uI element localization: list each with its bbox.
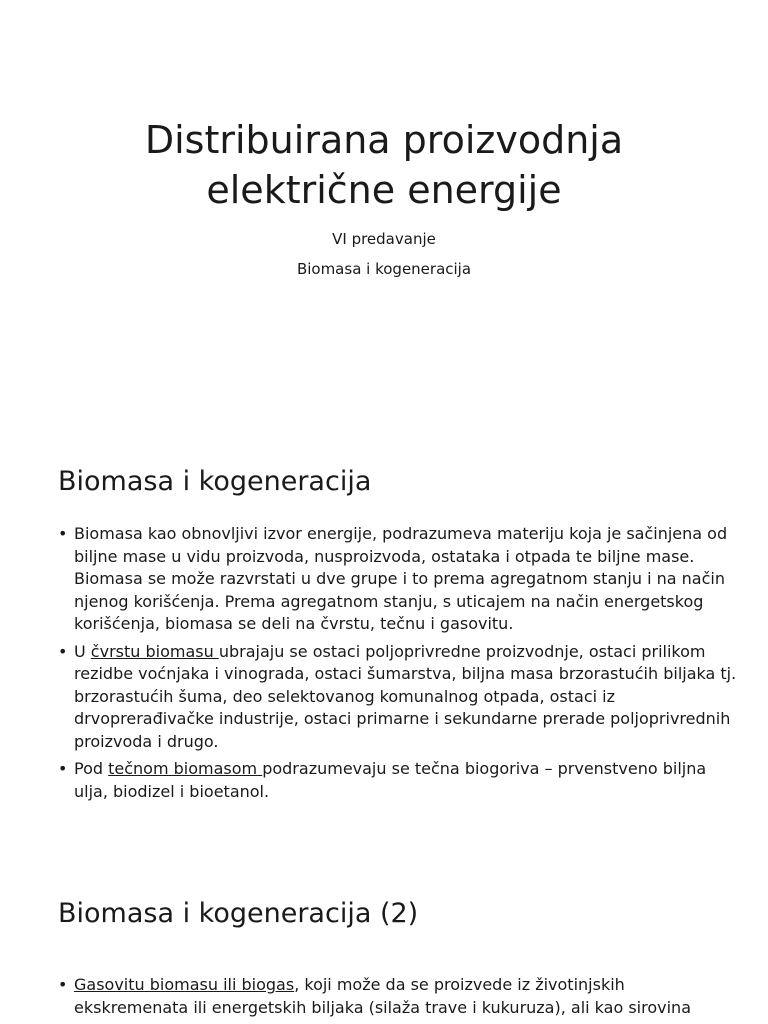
title-line-1: Distribuirana proizvodnja <box>144 118 624 162</box>
bullet-text: , koji može da se proizvede iz životinjskih ekskremenata ili energetskih biljaka (silaža trave i kukuruza), ali kao sirovina <box>74 975 691 1017</box>
slide-title: Biomasa i kogeneracija <box>58 466 372 497</box>
presentation-title <box>0 115 768 215</box>
bullet-icon: • <box>58 524 68 543</box>
lecture-topic: Biomasa i kogeneracija <box>296 260 472 278</box>
list-item <box>58 523 738 636</box>
list-item <box>58 641 738 754</box>
slide-title: Biomasa i kogeneracija (2) <box>58 898 419 929</box>
bullet-text: Biomasa kao obnovljivi izvor energije, podrazumeva materiju koja je sačinjena od biljne mase u vidu proizvoda, nusproizvoda, ostataka i otpada te biljne mase. Biomasa se može razvrstati u dve grupe i to prema agregatnom stanju i na način njenog korišćenja. Prema agregatnom stanju, s uticajem na način energetskog korišćenja, biomasa se deli na čvrstu, tečnu i gasovitu. <box>74 524 728 633</box>
bullet-icon: • <box>58 975 68 994</box>
bullet-list <box>58 974 738 1024</box>
list-item <box>58 758 738 803</box>
bullet-icon: • <box>58 759 68 778</box>
bullet-icon: • <box>58 641 68 661</box>
title-line-2: električne energije <box>206 168 562 212</box>
bullet-list <box>58 523 738 808</box>
bullet-text-prefix: Pod <box>74 759 109 778</box>
content-slide-biomass <box>0 436 768 868</box>
content-slide-biomass-2 <box>0 872 768 1024</box>
lecture-number: VI predavanje <box>332 230 436 248</box>
list-item <box>58 974 738 1019</box>
underlined-term: čvrstu biomasu <box>90 641 219 661</box>
title-slide <box>0 0 768 432</box>
underlined-term: Gasovitu biomasu ili biogas <box>74 975 295 994</box>
bullet-text: ubrajaju se ostaci poljoprivredne proizvodnje, ostaci prilikom rezidbe voćnjaka i vinograda, ostaci šumarstva, biljna masa brzorastućih biljaka tj. brzorastućih šuma, deo selektovanog komunalnog otpada, ostaci iz drvoprerađivačke industrije, ostaci primarne i sekundarne prerade poljoprivrednih proizvoda i drugo. <box>74 641 737 751</box>
bullet-text: podrazumevaju se tečna biogoriva – prvenstveno biljna ulja, biodizel i bioetanol. <box>74 759 707 801</box>
bullet-text-prefix: U <box>74 641 91 661</box>
underlined-term: tečnom biomasom <box>108 759 263 778</box>
